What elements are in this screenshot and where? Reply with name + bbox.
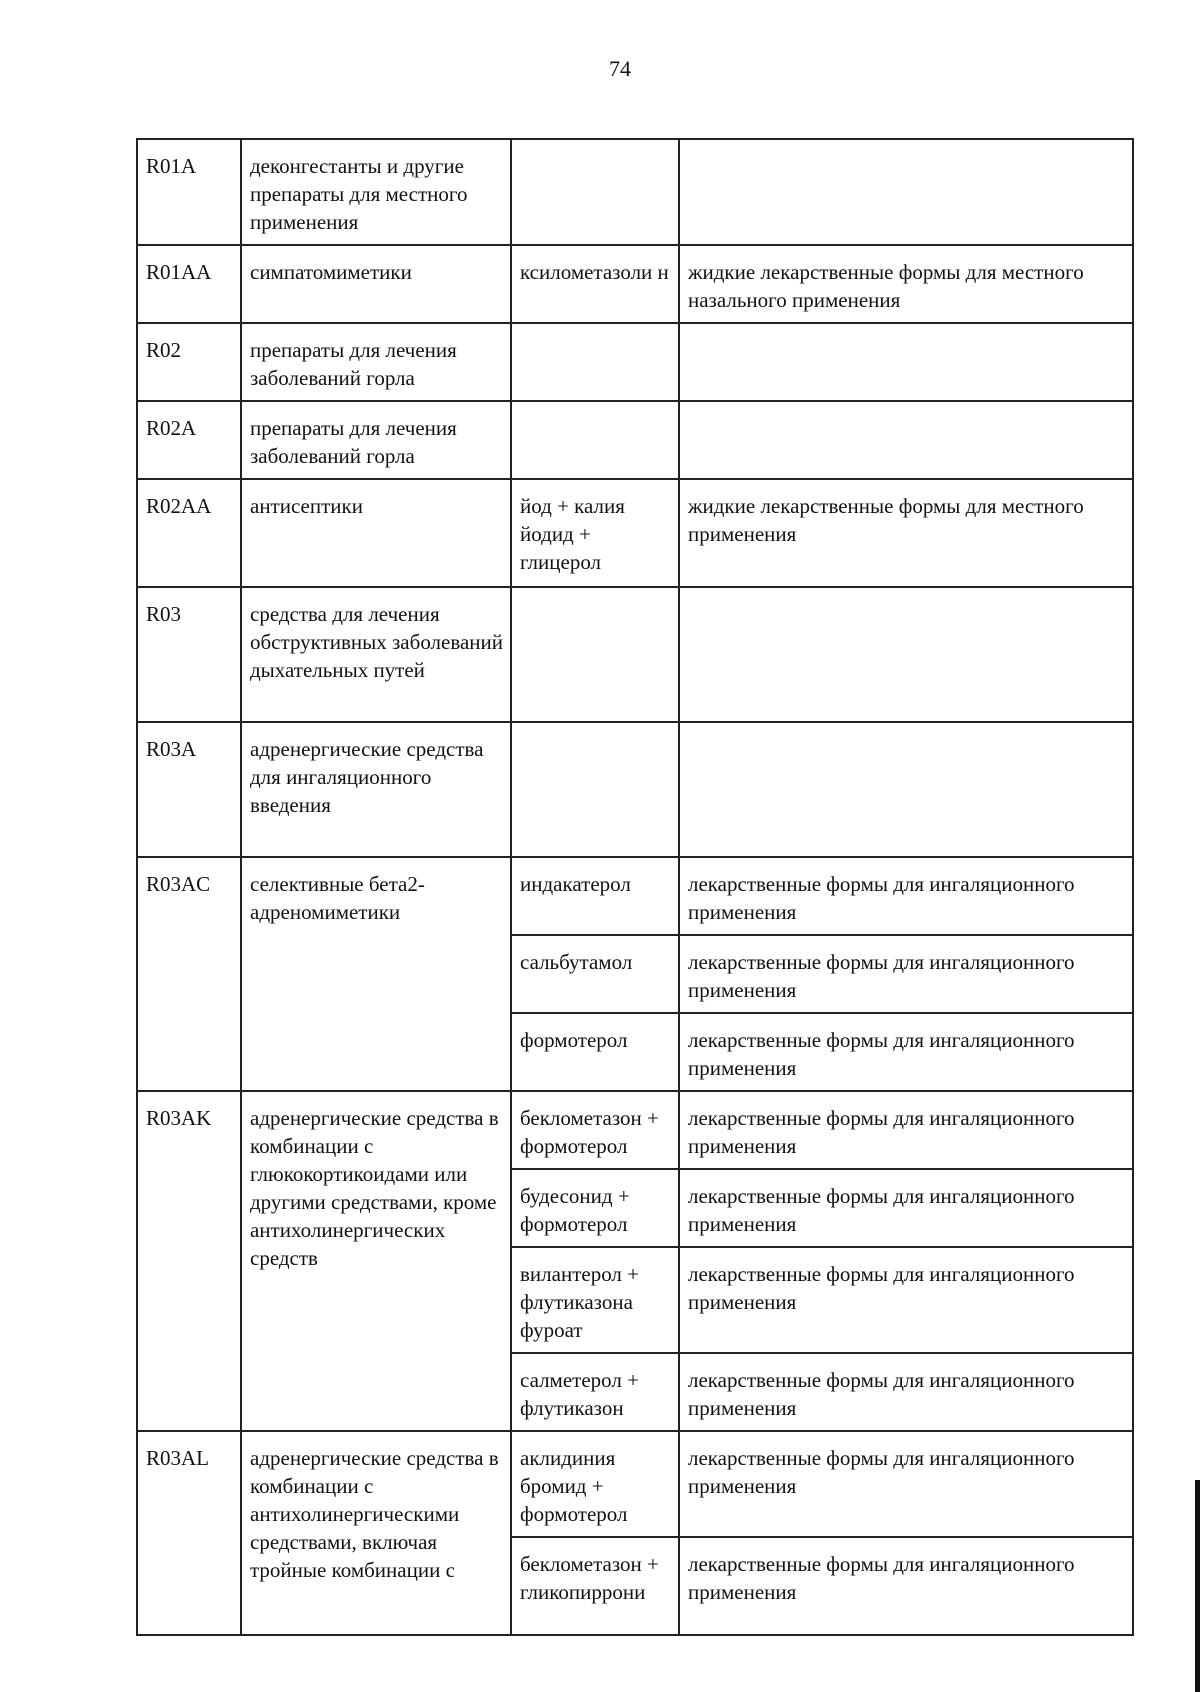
table-row — [137, 1431, 1133, 1537]
drug-name: беклометазон + гликопиррони — [511, 1537, 679, 1635]
drug-name — [511, 587, 679, 722]
dosage-form — [679, 722, 1133, 857]
drug-name: сальбутамол — [511, 935, 679, 1013]
dosage-form: лекарственные формы для ингаляционного применения — [679, 1091, 1133, 1169]
group-name: средства для лечения обструктивных заболеваний дыхательных путей — [241, 587, 511, 722]
dosage-form: лекарственные формы для ингаляционного применения — [679, 935, 1133, 1013]
drug-name: формотерол — [511, 1013, 679, 1091]
drug-name: индакатерол — [511, 857, 679, 935]
table-row — [137, 401, 1133, 479]
page-number: 74 — [609, 56, 631, 81]
drug-name — [511, 722, 679, 857]
group-name: адренергические средства в комбинации с антихолинергическими средствами, включая тройные комбинации с — [241, 1431, 511, 1635]
dosage-form: лекарственные формы для ингаляционного применения — [679, 1537, 1133, 1635]
atc-code: R01AA — [137, 245, 241, 323]
dosage-form: лекарственные формы для ингаляционного применения — [679, 857, 1133, 935]
scan-edge-shadow — [1195, 1480, 1200, 1692]
drug-name: ксилометазоли н — [511, 245, 679, 323]
atc-code: R03 — [137, 587, 241, 722]
table-row — [137, 587, 1133, 722]
dosage-form: лекарственные формы для ингаляционного применения — [679, 1169, 1133, 1247]
drug-name — [511, 401, 679, 479]
atc-code: R03A — [137, 722, 241, 857]
drug-name: беклометазон + формотерол — [511, 1091, 679, 1169]
table-row — [137, 479, 1133, 587]
group-name: антисептики — [241, 479, 511, 587]
group-name: адренергические средства в комбинации с глюкокортикоидами или другими средствами, кроме антихолинергических средств — [241, 1091, 511, 1431]
table-row — [137, 1091, 1133, 1169]
atc-code: R03AK — [137, 1091, 241, 1431]
drug-name: вилантерол + флутиказона фуроат — [511, 1247, 679, 1353]
dosage-form — [679, 587, 1133, 722]
dosage-form: лекарственные формы для ингаляционного применения — [679, 1353, 1133, 1431]
atc-code: R01A — [137, 139, 241, 245]
drug-name — [511, 323, 679, 401]
atc-code: R02 — [137, 323, 241, 401]
table-row — [137, 323, 1133, 401]
atc-code: R03AC — [137, 857, 241, 1091]
atc-code: R02A — [137, 401, 241, 479]
drug-classification-table — [136, 138, 1134, 1636]
group-name: адренергические средства для ингаляционного введения — [241, 722, 511, 857]
dosage-form: лекарственные формы для ингаляционного применения — [679, 1247, 1133, 1353]
group-name: селективные бета2-адреномиметики — [241, 857, 511, 1091]
dosage-form: жидкие лекарственные формы для местного применения — [679, 479, 1133, 587]
table-row — [137, 139, 1133, 245]
drug-name — [511, 139, 679, 245]
group-name: препараты для лечения заболеваний горла — [241, 401, 511, 479]
group-name: симпатомиметики — [241, 245, 511, 323]
group-name: деконгестанты и другие препараты для местного применения — [241, 139, 511, 245]
table-row — [137, 722, 1133, 857]
table-body — [137, 139, 1133, 1635]
dosage-form: лекарственные формы для ингаляционного применения — [679, 1431, 1133, 1537]
drug-name: будесонид + формотерол — [511, 1169, 679, 1247]
group-name: препараты для лечения заболеваний горла — [241, 323, 511, 401]
dosage-form — [679, 323, 1133, 401]
drug-name: аклидиния бромид + формотерол — [511, 1431, 679, 1537]
dosage-form — [679, 139, 1133, 245]
table-row — [137, 857, 1133, 935]
table-row — [137, 245, 1133, 323]
dosage-form: жидкие лекарственные формы для местного назального применения — [679, 245, 1133, 323]
drug-name: салметерол + флутиказон — [511, 1353, 679, 1431]
drug-name: йод + калия йодид + глицерол — [511, 479, 679, 587]
dosage-form: лекарственные формы для ингаляционного применения — [679, 1013, 1133, 1091]
atc-code: R02AA — [137, 479, 241, 587]
dosage-form — [679, 401, 1133, 479]
atc-code: R03AL — [137, 1431, 241, 1635]
